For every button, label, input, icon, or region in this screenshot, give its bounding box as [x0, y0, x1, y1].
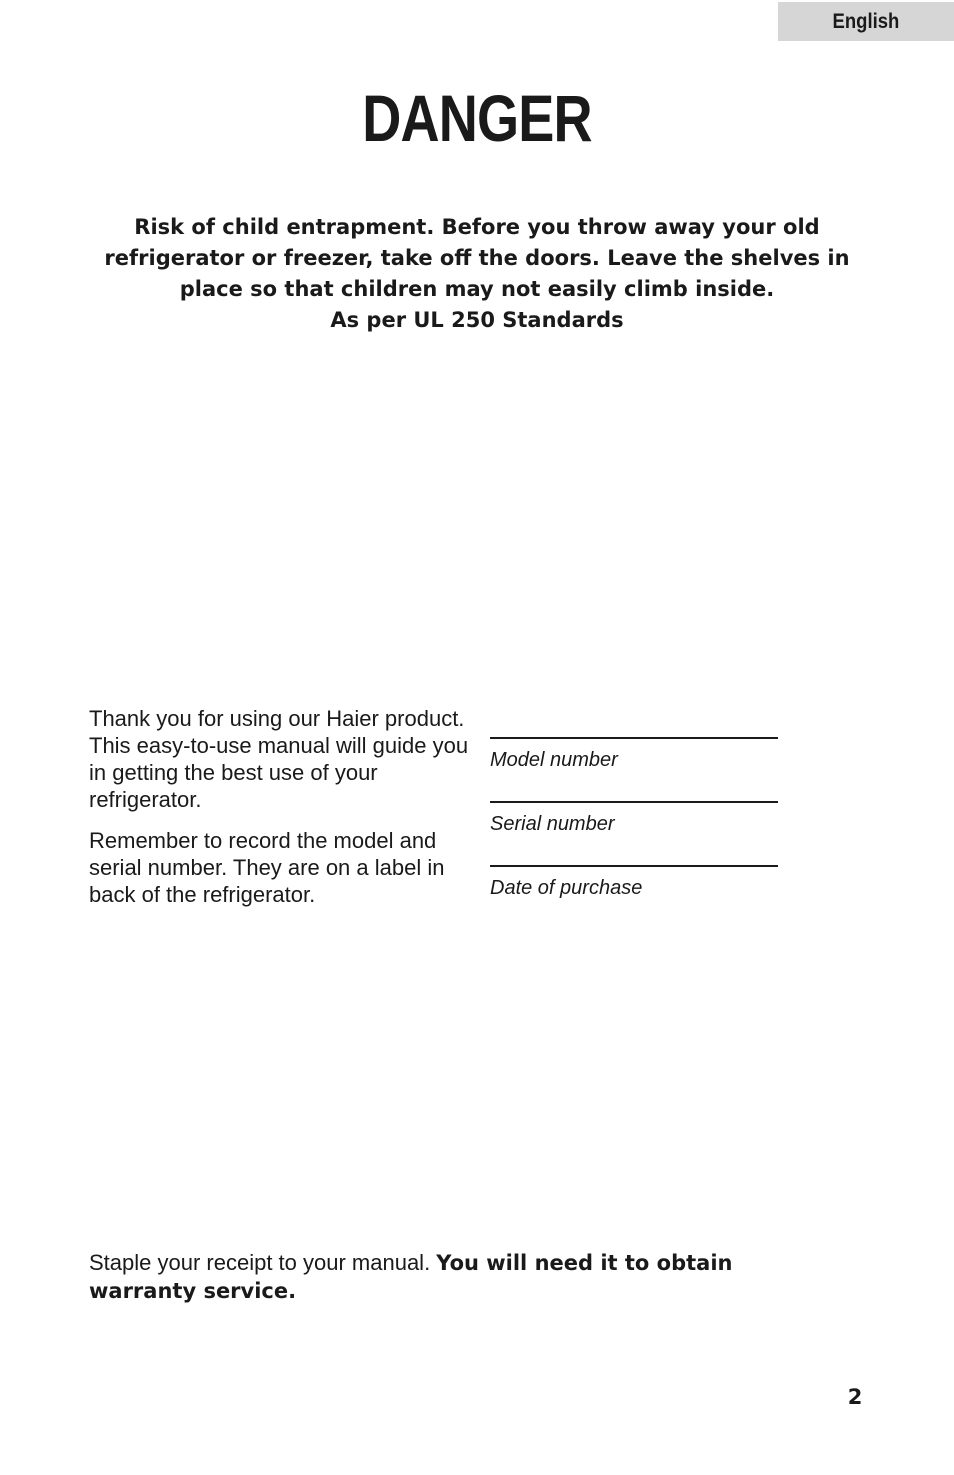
danger-heading: DANGER — [362, 81, 592, 155]
warning-line-4: As per UL 250 Standards — [330, 308, 624, 332]
model-number-field[interactable] — [490, 737, 778, 801]
danger-warning — [60, 212, 894, 336]
purchase-date-field[interactable] — [490, 865, 778, 929]
receipt-instruction: Staple your receipt to your manual. — [89, 1250, 437, 1275]
warning-line-3: place so that children may not easily climb inside. — [179, 277, 775, 301]
intro-text — [89, 705, 469, 922]
warning-line-1: Risk of child entrapment. Before you throw away your old — [134, 215, 820, 239]
warning-line-2: refrigerator or freezer, take off the doors. Leave the shelves in — [104, 246, 850, 270]
serial-number-field[interactable] — [490, 801, 778, 865]
receipt-warranty-emphasis: You will need it to obtain warranty service. — [89, 1251, 733, 1303]
receipt-note — [89, 1249, 789, 1305]
page-number: 2 — [847, 1385, 863, 1409]
model-number-label: Model number — [490, 749, 618, 771]
intro-paragraph-record: Remember to record the model and serial number. They are on a label in back of the refrigerator. — [89, 828, 445, 907]
language-label: English — [832, 9, 900, 33]
record-form — [490, 737, 778, 929]
purchase-date-label: Date of purchase — [490, 877, 643, 899]
intro-paragraph-thanks: Thank you for using our Haier product. This easy-to-use manual will guide you in getting the best use of your refrigerator. — [89, 706, 469, 812]
page-title — [0, 78, 954, 158]
serial-number-label: Serial number — [490, 813, 615, 835]
language-tab — [778, 2, 954, 41]
